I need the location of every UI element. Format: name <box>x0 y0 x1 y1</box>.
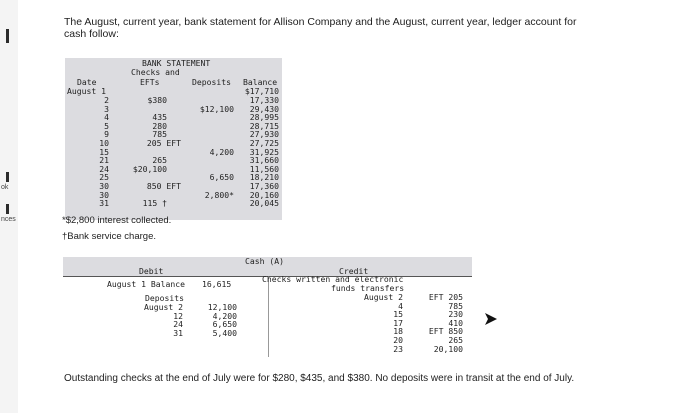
bank-statement <box>65 58 282 220</box>
note-service: †Bank service charge. <box>62 231 156 242</box>
row-checks: 435 <box>152 112 167 123</box>
row-balance: 27,930 <box>249 129 279 140</box>
row-date: 21 <box>99 155 109 166</box>
row-balance: 28,995 <box>249 112 279 123</box>
sidebar-marker <box>6 172 9 182</box>
sidebar-marker <box>6 204 9 214</box>
sidebar-label: ok <box>1 184 9 191</box>
deposit-date: 31 <box>173 327 183 338</box>
row-balance: 31,660 <box>249 155 279 166</box>
row-checks: 265 <box>152 155 167 166</box>
row-date: 30 <box>99 189 109 200</box>
row-checks: 115 † <box>142 198 167 209</box>
intro-text: The August, current year, bank statement for Allison Company and the August, current year, ledger account for cash follow: <box>64 16 577 40</box>
debit-balance-label: August 1 Balance <box>107 279 185 289</box>
cash-ledger <box>63 257 472 357</box>
credit-date: 4 <box>398 300 403 311</box>
row-balance: 17,360 <box>249 181 279 191</box>
row-checks: 850 EFT <box>146 181 181 191</box>
cursor-arrow-icon <box>482 312 498 326</box>
row-balance: 20,045 <box>249 198 279 209</box>
closing-text: Outstanding checks at the end of July were for $280, $435, and $380. No deposits were in transit at the end of July. <box>64 373 575 384</box>
note-interest: *$2,800 interest collected. <box>62 215 172 226</box>
opening-balance: $17,710 <box>244 86 279 96</box>
deposit-amount: 5,400 <box>212 327 237 338</box>
credit-amount: EFT 205 <box>428 292 463 302</box>
credit-date: 17 <box>393 317 403 328</box>
row-checks: 205 EFT <box>146 138 181 148</box>
credit-amount: 410 <box>448 317 463 328</box>
row-balance: 28,715 <box>249 120 279 131</box>
sidebar-label: nces <box>1 216 16 223</box>
row-deposits: 6,650 <box>209 172 234 183</box>
deposit-date: 24 <box>173 319 183 330</box>
credit-desc-1: Checks written and electronic <box>262 274 404 284</box>
credit-header: Credit <box>339 266 369 276</box>
row-checks: 785 <box>152 129 167 140</box>
row-date: 4 <box>104 112 109 123</box>
row-date: 24 <box>99 163 109 174</box>
bank-statement-subtitle: Checks and <box>131 67 180 77</box>
row-date: 10 <box>99 138 109 148</box>
ledger-divider <box>268 276 269 357</box>
sidebar-marker <box>6 29 9 43</box>
row-date: 15 <box>99 146 109 157</box>
row-balance: 11,560 <box>249 163 279 174</box>
credit-amount: EFT 850 <box>428 326 463 337</box>
row-balance: 27,725 <box>249 138 279 148</box>
row-date: 5 <box>104 120 109 131</box>
row-deposits: 2,800* <box>204 189 234 200</box>
deposit-date: August 2 <box>144 302 183 312</box>
credit-date: 23 <box>393 343 403 354</box>
row-date: 3 <box>104 103 109 114</box>
ledger-title: Cash (A) <box>245 256 284 266</box>
credit-desc-2: funds transfers <box>331 283 405 293</box>
credit-amount: 265 <box>448 335 463 345</box>
row-date: 9 <box>104 129 109 140</box>
deposit-date: 12 <box>173 310 183 321</box>
credit-date: August 2 <box>364 292 403 302</box>
row-balance: 17,330 <box>249 95 279 105</box>
row-balance: 20,160 <box>249 189 279 200</box>
row-date: 31 <box>99 198 109 209</box>
row-checks: $380 <box>147 95 167 105</box>
bank-statement-title: BANK STATEMENT <box>142 58 211 68</box>
credit-amount: 230 <box>448 309 463 320</box>
row-deposits: 4,200 <box>209 146 234 157</box>
header-checks: EFTs <box>140 77 160 87</box>
month-label: August 1 <box>67 86 106 96</box>
row-date: 2 <box>104 95 109 105</box>
debit-header: Debit <box>139 266 164 276</box>
row-checks: $20,100 <box>132 163 167 174</box>
row-balance: 29,430 <box>249 103 279 114</box>
row-date: 30 <box>99 181 109 191</box>
row-balance: 31,925 <box>249 146 279 157</box>
header-date: Date <box>77 77 97 87</box>
credit-amount: 20,100 <box>433 343 463 354</box>
credit-amount: 785 <box>448 300 463 311</box>
deposit-amount: 12,100 <box>207 302 237 312</box>
row-date: 25 <box>99 172 109 183</box>
header-balance: Balance <box>243 77 278 87</box>
deposit-amount: 6,650 <box>212 319 237 330</box>
row-deposits: $12,100 <box>199 103 234 114</box>
left-sidebar <box>0 0 18 413</box>
credit-date: 20 <box>393 335 403 345</box>
credit-date: 15 <box>393 309 403 320</box>
deposit-amount: 4,200 <box>212 310 237 321</box>
row-checks: 280 <box>152 120 167 131</box>
row-balance: 18,210 <box>249 172 279 183</box>
deposits-label: Deposits <box>145 293 184 303</box>
credit-date: 18 <box>393 326 403 337</box>
debit-balance-value: 16,615 <box>202 279 232 289</box>
header-deposits: Deposits <box>192 77 231 87</box>
